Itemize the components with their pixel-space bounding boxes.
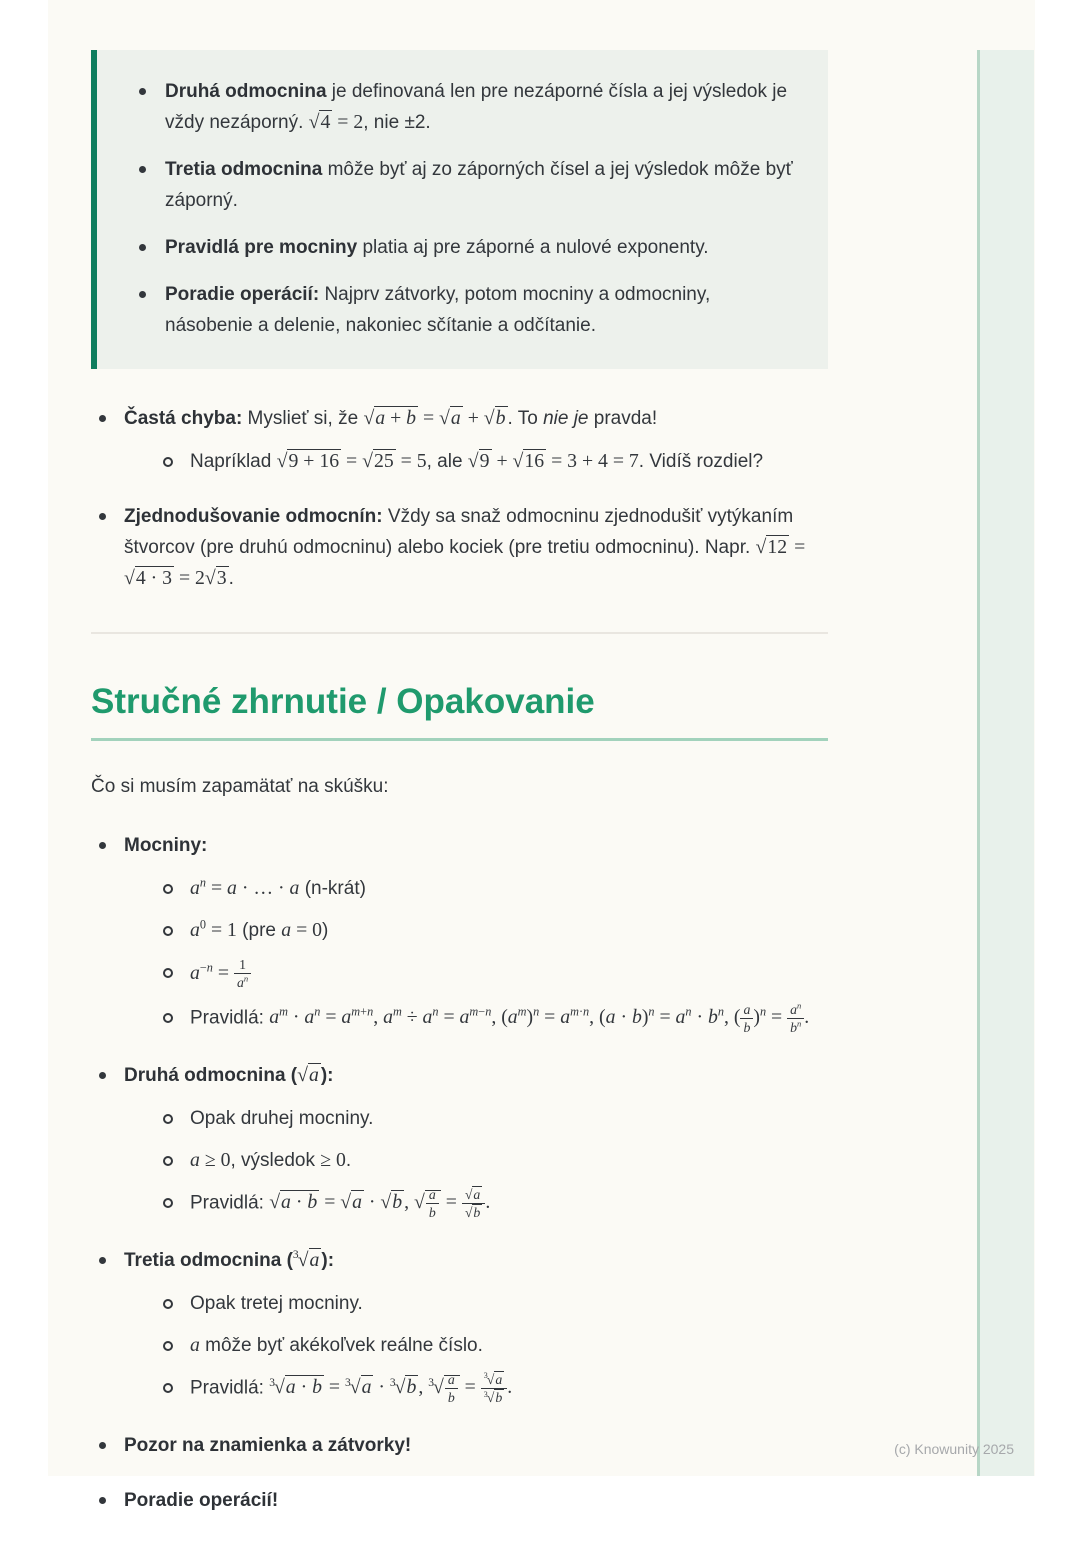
callout-item-druha-odmocnina: Druhá odmocnina je definovaná len pre nezáporné čísla a jej výsledok je vždy nezáporný. √4 = 2, nie ±2. [125, 76, 798, 138]
summary-item-tretia-odmocnina [91, 1245, 828, 1406]
summary-subitem: Opak tretej mocniny. [157, 1288, 828, 1319]
summary-subitem: a ≥ 0, výsledok ≥ 0. [157, 1145, 828, 1176]
summary-item-head: Poradie operácií! [124, 1489, 279, 1511]
note-item-casta-chyba [91, 403, 828, 477]
summary-sublist-tretia-odmocnina [157, 1288, 828, 1406]
callout-item-tretia-odmocnina: Tretia odmocnina môže byť aj zo záporných čísel a jej výsledok môže byť záporný. [125, 154, 798, 216]
notes-list [91, 403, 828, 594]
note-item-zjednodusovanie [91, 501, 828, 594]
note-text: Častá chyba: Myslieť si, že √a + b = √a + √b . To nie je pravda! [124, 407, 658, 429]
intro-text: Čo si musím zapamätať na skúšku: [91, 776, 389, 797]
callout-list [125, 76, 798, 341]
summary-item-head: Tretia odmocnina ($^3$√a ): [124, 1248, 335, 1271]
summary-item-head: Pozor na znamienka a zátvorky! [124, 1434, 412, 1456]
summary-subitem: Pravidlá: $a^m \cdot a^n = a^{m+n}$, $a^m \div a^n = a^{m-n}$, $(a^m)^n = a^{m\cdot n}$, $(a \cdot b)^n = a^n \cdot b^n$, ( $\frac{a}{b}$ )$^n$ = $\frac{a^n}{b^n}$ . [157, 1002, 828, 1036]
summary-list [91, 830, 828, 1546]
summary-item-head: Mocniny: [124, 835, 208, 856]
summary-subitem: Pravidlá: $^3$√a · b = $^3$√a · $^3$√b , $^3$√ $\frac{a}{b}$ = $\frac{^3√a}{^3√b}$ . [157, 1372, 828, 1406]
summary-subitem: $a^n = a$ · … · a (n-krát) [157, 873, 828, 904]
summary-subitem: Opak druhej mocniny. [157, 1103, 828, 1134]
section-title: Stručné zhrnutie / Opakovanie [91, 680, 828, 741]
watermark: (c) Knowunity 2025 [894, 1441, 1014, 1457]
summary-subitem: $a^{-n}$ = $\frac{1}{a^n}$ [157, 957, 828, 991]
page-edge-strip [977, 50, 1034, 1476]
summary-sublist-mocniny [157, 873, 828, 1036]
callout-item-poradie-operacii: Poradie operácií: Najprv zátvorky, potom mocniny a odmocniny, násobenie a delenie, nakoniec sčítanie a odčítanie. [125, 279, 798, 341]
summary-subitem: a môže byť akékoľvek reálne číslo. [157, 1330, 828, 1361]
summary-sublist-druha-odmocnina [157, 1103, 828, 1221]
section-divider [91, 632, 828, 634]
summary-item-druha-odmocnina [91, 1060, 828, 1221]
summary-subitem: $a^0 = 1$ (pre a = 0) [157, 915, 828, 946]
note-text: Zjednodušovanie odmocnín: Vždy sa snaž odmocninu zjednodušiť vytýkaním štvorcov (pre druhú odmocninu) alebo kociek (pre tretiu odmocninu). Napr. √12 = √4 · 3 = 2√3 . [124, 506, 806, 589]
callout-item-pravidla-pre-mocniny: Pravidlá pre mocniny platia aj pre záporné a nulové exponenty. [125, 232, 798, 263]
note-subitem-napriklad: Napríklad √9 + 16 = √25 = 5, ale √9 + √16 = 3 + 4 = 7. Vidíš rozdiel? [157, 446, 828, 477]
summary-item-head: Druhá odmocnina (√a ): [124, 1063, 334, 1086]
summary-subitem: Pravidlá: √a · b = √a · √b , √ $\frac{a}{b}$ = $\frac{√a}{√b}$ . [157, 1187, 828, 1221]
summary-item-poradie [91, 1485, 828, 1516]
summary-item-mocniny [91, 830, 828, 1036]
highlight-callout [91, 50, 828, 369]
document-content [91, 0, 828, 1546]
note-sublist [157, 446, 828, 477]
summary-item-pozor [91, 1430, 828, 1461]
